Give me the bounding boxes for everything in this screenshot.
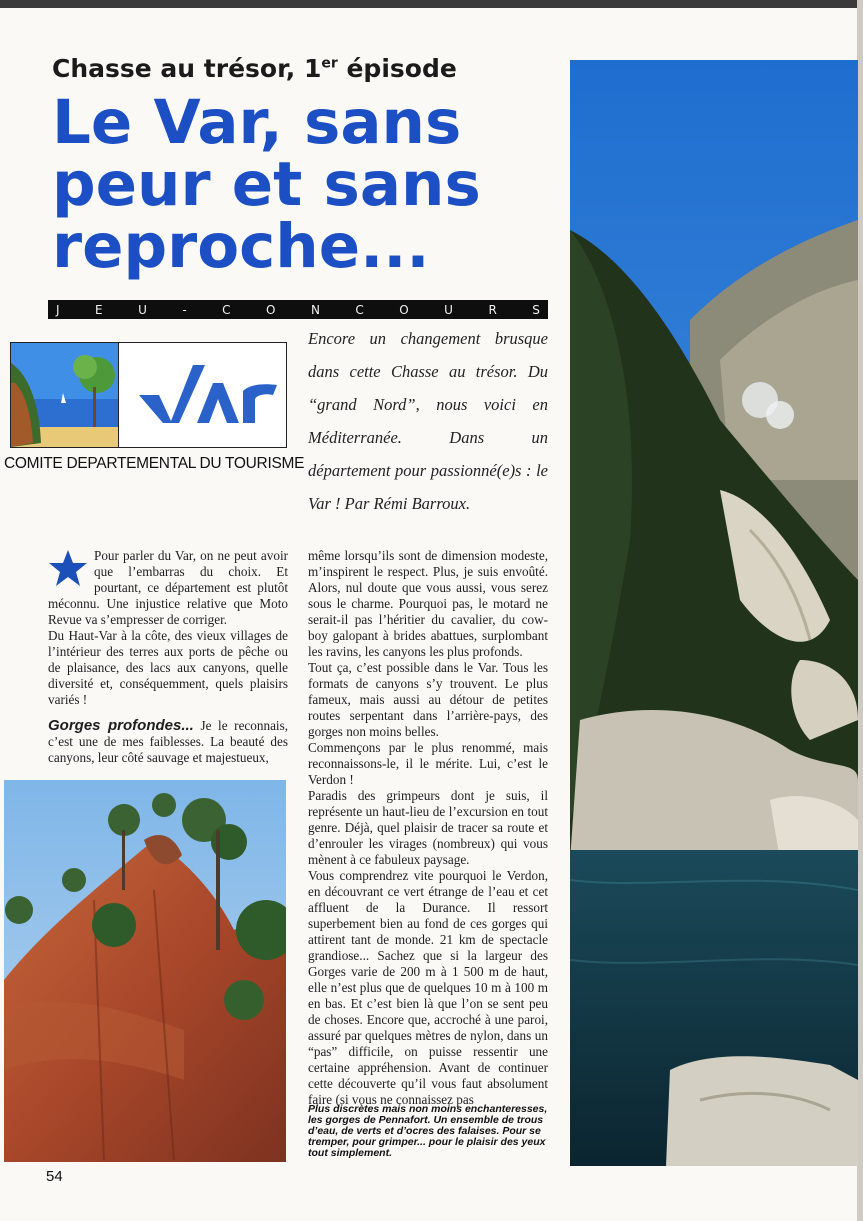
page-number: 54: [46, 1168, 63, 1185]
photo-caption: Plus discrètes mais non moins enchanteresses, les gorges de Pennafort. Un ensemble de trous d’eau, de verts et d’ocres des falaises. Pour se tremper, pour grimper... pour le plaisir des yeux tout simplement.: [308, 1103, 548, 1159]
contest-letter: C: [355, 302, 364, 317]
contest-letter: C: [222, 302, 231, 317]
paragraph: Paradis des grimpeurs dont je suis, il représente un haut-lieu de l’excursion en tout genre. Déjà, quel plaisir de tracer sa route et d’enrouler les virages (nombreux) qui vous mènent à ce fabuleux paysage.: [308, 788, 548, 867]
headline-line-3: reproche...: [52, 211, 430, 282]
article-headline: [52, 87, 572, 282]
gorge-river-photo: [570, 60, 858, 1166]
contest-banner: [48, 300, 548, 319]
contest-letter: U: [138, 302, 147, 317]
cliff-photo: [4, 780, 286, 1162]
paragraph: Gorges profondes... Je le reconnais, c’est une de mes faiblesses. La beauté des canyons, leur côté sauvage et majestueux,: [48, 717, 289, 765]
contest-letter: N: [310, 302, 320, 317]
paragraph: Pour parler du Var, on ne peut avoir que l’embarras du choix. Et pourtant, ce département est plutôt méconnu. Une injustice relative que Moto Revue va s’empresser de corriger.: [48, 548, 288, 627]
var-tourism-logo: [10, 342, 287, 448]
body-column-1: [48, 548, 288, 766]
article-kicker: Chasse au trésor, 1er épisode: [52, 54, 457, 83]
contest-letter: R: [488, 302, 497, 317]
contest-letter: J: [56, 302, 60, 317]
paragraph: Commençons par le plus renommé, mais reconnaissons-le, il le mérite. Lui, c’est le Verdon !: [308, 740, 548, 787]
contest-letter: -: [182, 302, 187, 317]
contest-letter: S: [532, 302, 540, 317]
contest-letter: U: [444, 302, 453, 317]
paragraph: Du Haut-Var à la côte, des vieux villages de l’intérieur des terres aux ports de pêche ou de plaisance, des lacs aux canyons, quelle diversité et, conséquemment, quels plaisirs variés !: [48, 628, 288, 707]
paragraph: Tout ça, c’est possible dans le Var. Tous les formats de canyons s’y trouvent. Le plus fameux, mais aussi au détour de petites routes serpentant dans l’arrière-pays, des gorges non moins belles.: [308, 660, 548, 739]
subheading: Gorges profondes...: [48, 717, 194, 734]
paragraph: même lorsqu’ils sont de dimension modeste, m’inspirent le respect. Plus, je suis envoûté. Alors, nul doute que vous aussi, vous serez sous le charme. Pourquoi pas, le motard ne serait-il pas l’héritier du cavalier, du cow-boy galopant à brides abattues, surplombant les ravins, les canyons les plus profonds.: [308, 548, 548, 659]
contest-letter: E: [95, 302, 103, 317]
contest-letter: O: [399, 302, 409, 317]
article-intro: Encore un changement brusque dans cette Chasse au trésor. Du “grand Nord”, nous voici en Méditerranée. Dans un département pour passionné(e)s : le Var ! Par Rémi Barroux.: [308, 329, 548, 513]
logo-caption: COMITE DEPARTEMENTAL DU TOURISME: [4, 455, 305, 472]
star-icon: [48, 548, 88, 588]
body-column-2: [308, 548, 548, 1108]
headline-line-2: peur et sans: [52, 149, 481, 220]
var-logo-wordmark: [131, 343, 281, 447]
headline-line-1: Le Var, sans: [52, 87, 462, 158]
contest-letter: O: [266, 302, 276, 317]
paragraph: Vous comprendrez vite pourquoi le Verdon, en découvrant ce vert étrange de l’eau et cet affluent de la Durance. Il ressort superbement bien au fond de ces gorges qui attirent tant de monde. 21 km de spectacle grandiose... Sachez que si la largeur des Gorges varie de 200 m à 1 500 m de haut, elle n’est plus que de quelques 10 m à 100 m en bas. Et c’est bien là que l’on se sent peu de choses. Encore que, accroché à une paroi, assuré par quelques mètres de nylon, dans un “pas” difficile, on puisse ressentir une certaine appréhension. Avant de continuer cette découverte qu’il vous faut absolument faire (si vous ne connaissez pas: [308, 868, 548, 1107]
page-top-edge: [0, 0, 863, 8]
logo-beach-illustration: [11, 343, 119, 447]
